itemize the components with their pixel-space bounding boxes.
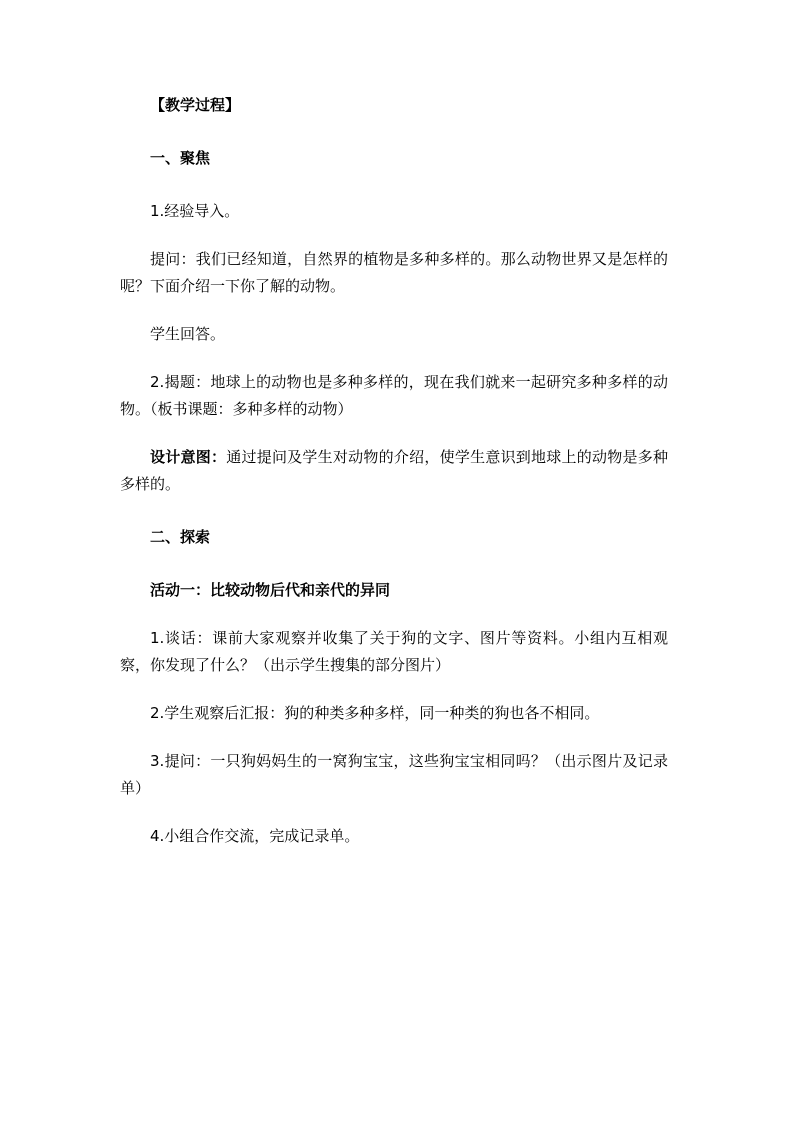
paragraph-report: 2.学生观察后汇报：狗的种类多种多样，同一种类的狗也各不相同。 [150,704,600,722]
heading-focus: 一、聚焦 [150,149,211,167]
paragraph-talk: 1.谈话：课前大家观察并收集了关于狗的文字、图片等资料。小组内互相观察，你发现了什么？（出示学生搜集的部分图片） [120,629,668,674]
paragraph-design-intent [120,444,668,498]
paragraph-question: 提问：我们已经知道，自然界的植物是多种多样的。那么动物世界又是怎样的呢？下面介绍一下你了解的动物。 [120,250,668,295]
design-intent-text: 通过提问及学生对动物的介绍，使学生意识到地球上的动物是多种多样的。 [120,448,668,493]
activity-title: 活动一：比较动物后代和亲代的异同 [150,581,391,599]
section-header: 【教学过程】 [150,96,241,114]
paragraph-group-work: 4.小组合作交流，完成记录单。 [150,827,360,845]
paragraph-experience-intro: 1.经验导入。 [150,202,240,220]
heading-explore: 二、探索 [150,528,211,546]
design-intent-label: 设计意图： [150,448,227,466]
document-page [120,92,668,850]
paragraph-puppies-question: 3.提问：一只狗妈妈生的一窝狗宝宝，这些狗宝宝相同吗？（出示图片及记录单） [120,752,668,797]
paragraph-student-answer: 学生回答。 [150,325,226,343]
paragraph-reveal-topic: 2.揭题：地球上的动物也是多种多样的，现在我们就来一起研究多种多样的动物。（板书课题：多种多样的动物） [120,373,668,418]
